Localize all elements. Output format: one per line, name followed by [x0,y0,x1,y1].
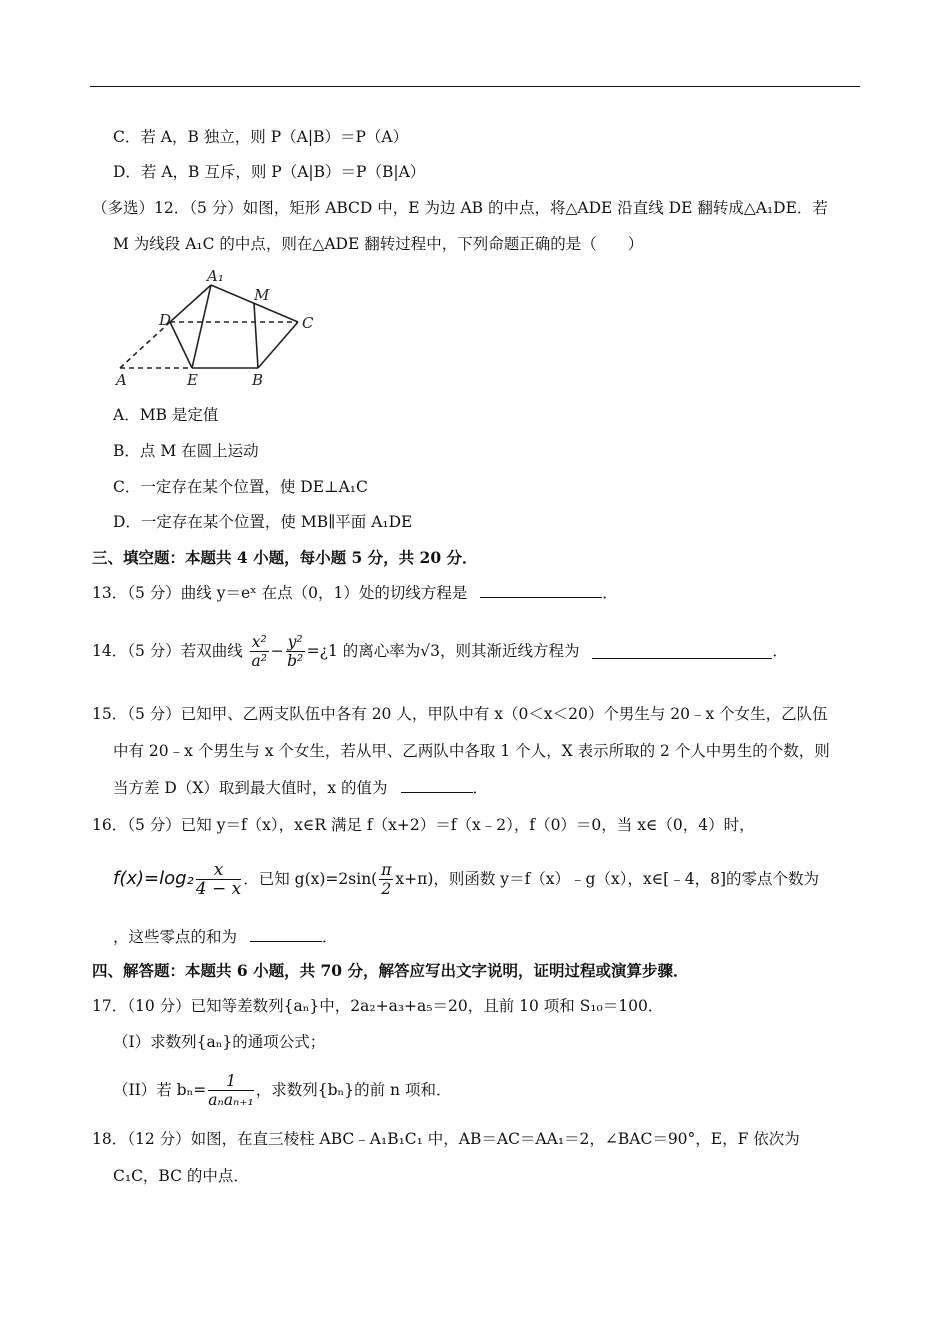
q16-pi-num: π [381,860,392,879]
header-rule [90,86,860,87]
q14-text-pre: 14．（5 分）若双曲线 [92,642,243,660]
q16-line1: 16．（5 分）已知 y＝f（x），x∈R 满足 f（x+2）＝f（x﹣2），f（0）＝0，当 x∈（0，4）时， [92,816,755,834]
q17-fraction [208,1072,253,1109]
label-a1: A₁ [207,267,224,285]
q12-figure [110,265,330,390]
q15-line3 [113,778,488,798]
label-e: E [187,371,198,389]
line-bc [258,322,298,368]
q17-part2-pre: （II）若 bₙ= [113,1081,207,1099]
q18-line2: C₁C，BC 的中点． [113,1167,249,1185]
q16-pi-fraction [379,861,393,898]
q13-period: ． [602,584,618,602]
q17-part1: （I）求数列{aₙ}的通项公式； [113,1033,326,1051]
q16-mid2: x+π)，则函数 y＝f（x）﹣g（x），x∈[﹣4，8]的零点个数为 [395,870,819,888]
q14-frac-x-den: a² [251,651,267,670]
label-a: A [116,371,127,389]
section-4-heading: 四、解答题：本题共 6 小题，共 70 分，解答应写出文字说明，证明过程或演算步骤． [92,961,689,980]
q14-frac-y-num: y² [287,632,303,651]
q12-option-b: B．点 M 在圆上运动 [113,442,259,460]
q16-period: ． [321,928,338,946]
q15-line2: 中有 20﹣x 个男生与 x 个女生，若从甲、乙两队中各取 1 个人，X 表示所取的 2 个人中男生的个数，则 [113,742,830,760]
q16-line2 [113,858,819,899]
line-de [170,322,192,368]
q14-fraction-y [286,633,305,670]
q15-line3-text: 当方差 D（X）取到最大值时，x 的值为 [113,779,388,797]
q14-line [92,630,788,671]
label-d: D [159,311,172,329]
q16-fx: f(x)=log₂ [113,868,194,889]
q16-answer-blank[interactable] [250,927,322,942]
q14-frac-y-den: b² [287,651,304,670]
line-mb [254,303,258,368]
q16-mid: ．已知 g(x)=2sin( [243,870,378,888]
label-m: M [254,286,270,304]
q17-line1: 17．（10 分）已知等差数列{aₙ}中，2a₂+a₃+a₅＝20，且前 10 项和 S₁₀＝100． [92,997,664,1015]
q12-option-d: D．一定存在某个位置，使 MB∥平面 A₁DE [113,513,413,531]
q12-stem-line1: （多选）12．（5 分）如图，矩形 ABCD 中，E 为边 AB 的中点，将△ADE 沿直线 DE 翻转成△A₁DE．若 [92,199,828,217]
q16-line3-text: ，这些零点的和为 [113,928,238,946]
q13-text: 13．（5 分）曲线 y＝eˣ 在点（0，1）处的切线方程是 [92,584,468,602]
q16-line3 [113,927,337,947]
section-3-heading: 三、填空题：本题共 4 小题，每小题 5 分，共 20 分． [92,548,478,567]
q13-line [92,583,618,603]
q16-frac-num: x [196,861,241,880]
line-a1e [192,285,211,368]
q14-text-mid: =¿1 的离心率为√3，则其渐近线方程为 [306,642,580,660]
q12-option-a: A．MB 是定值 [113,406,219,424]
q14-fraction-x [250,633,269,670]
q17-frac-num: 1 [208,1072,253,1091]
q15-answer-blank[interactable] [401,778,473,793]
q13-answer-blank[interactable] [480,583,602,598]
q16-pi-den: 2 [381,879,392,898]
q17-part2 [113,1068,451,1111]
q14-period: ． [772,642,788,660]
q11-option-c: C．若 A，B 独立，则 P（A|B）＝P（A） [113,128,409,146]
q14-frac-x-num: x² [251,632,267,651]
q17-part2-post: ，求数列{bₙ}的前 n 项和． [255,1081,452,1099]
q12-option-c: C．一定存在某个位置，使 DE⊥A₁C [113,478,368,496]
q15-period: ． [472,779,489,797]
q15-line1: 15．（5 分）已知甲、乙两支队伍中各有 20 人，甲队中有 x（0＜x＜20）个男生与 20﹣x 个女生，乙队伍 [92,705,828,723]
label-b: B [252,371,264,389]
q14-answer-blank[interactable] [592,644,772,659]
q18-line1: 18．（12 分）如图，在直三棱柱 ABC﹣A₁B₁C₁ 中，AB＝AC＝AA₁＝2，∠BAC＝90°，E，F 依次为 [92,1130,800,1148]
q12-stem-line2: M 为线段 A₁C 的中点，则在△ADE 翻转过程中，下列命题正确的是（ ） [113,235,644,253]
q16-fraction [196,861,241,898]
q17-frac-den: aₙaₙ₊₁ [208,1090,254,1109]
q11-option-d: D．若 A，B 互斥，则 P（A|B）＝P（B|A） [113,163,426,181]
label-c: C [302,314,314,332]
q14-minus: − [270,642,284,660]
line-da1 [170,285,211,322]
q16-frac-den: 4 − x [195,878,242,899]
